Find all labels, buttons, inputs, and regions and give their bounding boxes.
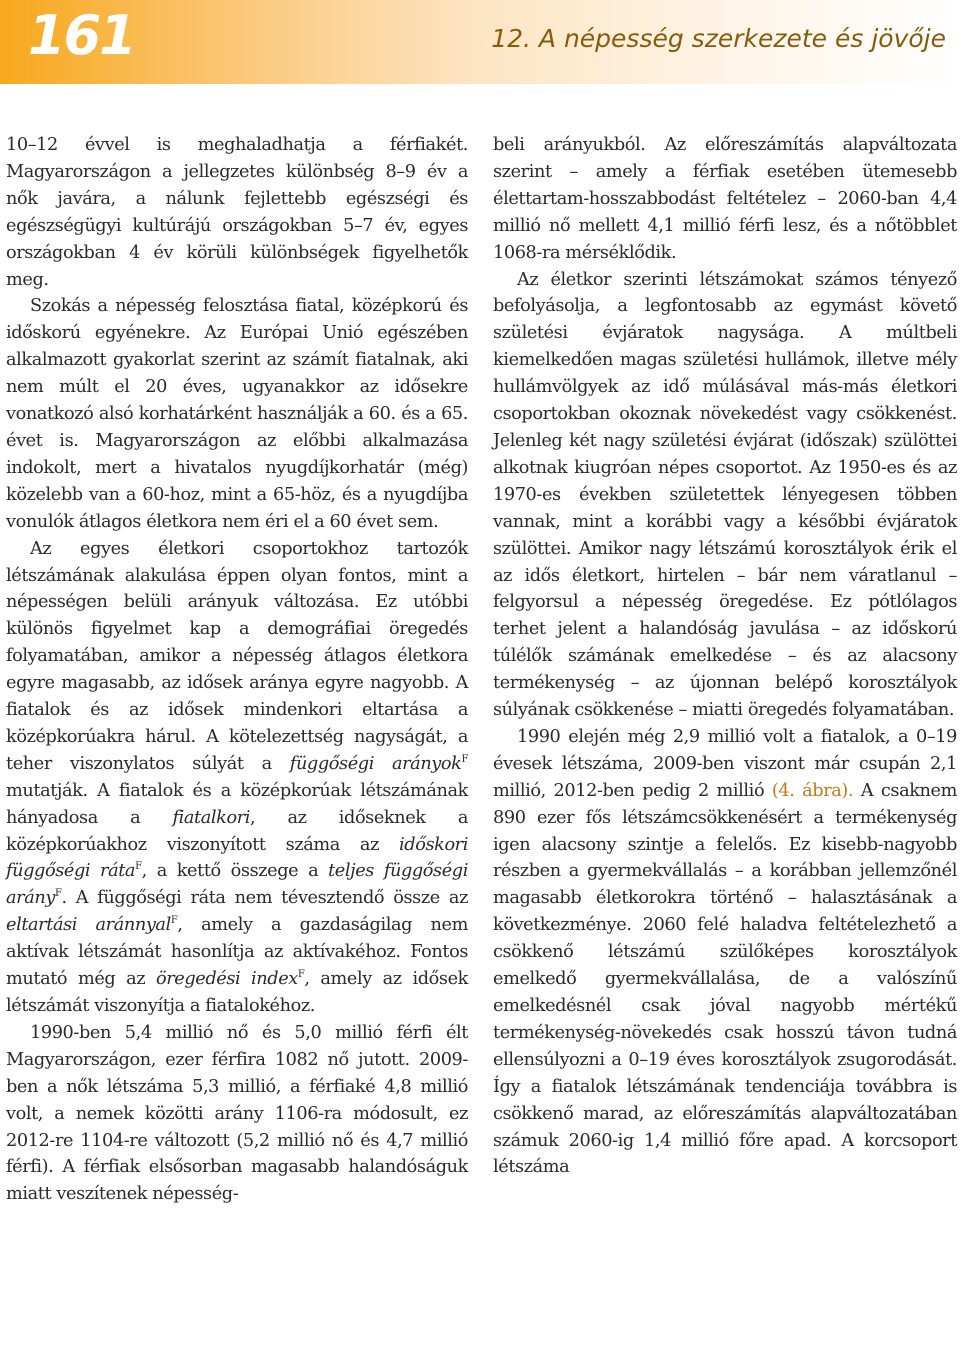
page-header — [0, 0, 960, 84]
left-column — [6, 132, 468, 1208]
paragraph: Szokás a népesség felosztása fiatal, középkorú és időskorú egyénekre. Az Európai Unió egészében alkalmazott gyakorlat szerint az számít fiatalnak, aki nem múlt el 20 éves, ugyanakkor az idősekre vonatkozó alsó korhatárként használják a 60. és a 65. évet is. Magyarországon az előbbi alkalmazása indokolt, mert a hivatalos nyugdíjkorhatár (még) közelebb van a 60-hoz, mint a 65-höz, és a nyugdíjba vonulók átlagos életkora nem éri el a 60 évet sem. — [6, 296, 468, 532]
term-oregedesi: öregedési index — [155, 969, 298, 990]
text-run: A csaknem 890 ezer fős létszámcsökkenésért a termékenység igen alacsony szintje a felelős. Ez kisebb-nagyobb részben a gyermekvállalás – a korábban jellemzőnél magasabb életkorokra történő – halasztásának a következménye. 2060 felé haladva feltételezhető a csökkenő létszámú szülőképes korosztályok emelkedő gyermekvállalása, de a valószínű emelkedésnél csak jóval nagyobb mértékű termékenység-növekedés csak hosszú távon tudná ellensúlyozni a 0–19 éves korosztályok zsugorodását. Így a fiatalok létszámának tendenciája továbbra is csökkenő marad, az előreszámítás alapváltozatában számuk 2060-ig 1,4 millió főre apad. A korcsoport létszáma — [493, 780, 957, 1178]
text-run: Az egyes életkori csoportokhoz tartozók létszámának alakulása éppen olyan fontos, mint a népességen belüli arányuk változása. Ez utóbbi különös figyelmet kap a demográfiai öregedés folyamatában, amikor a népesség átlagos életkora egyre magasabb, az idősek aránya egyre nagyobb. A fiatalok és az idősek mindenkori eltartása a középkorúakra hárul. A kötelezettség nagyságát, a teher viszonylatos súlyát a — [6, 538, 468, 774]
footnote-mark: F — [297, 969, 305, 981]
page-number: 161 — [28, 4, 135, 67]
text-run: , amely a gazdaságilag nem aktívak létszámát hasonlítja az aktívakéhoz. Fontos mutató még az — [6, 915, 468, 990]
term-idoskori: időskori függőségi ráta — [6, 834, 468, 882]
figure-reference-link[interactable]: (4. ábra). — [771, 780, 854, 801]
text-run: 1990 elején még 2,9 millió volt a fiatalok, a 0–19 évesek létszáma, 2009-ben viszont már csupán 2,1 millió, 2012-ben pedig 2 millió — [493, 726, 957, 801]
paragraph — [6, 536, 468, 1020]
footnote-mark: F — [54, 888, 62, 900]
text-run: . A függőségi ráta nem tévesztendő össze az — [61, 888, 468, 909]
text-run: , amely az idősek létszámát viszonyítja a fiatalokéhoz. — [6, 969, 468, 1016]
paragraph: 1990-ben 5,4 millió nő és 5,0 millió férfi élt Magyarországon, ezer férfira 1082 nő jutott. 2009-ben a nők létszáma 5,3 millió, a férfiaké 4,8 millió volt, a nemek közötti arány 1106-ra módosult, ez 2012-re 1104-re változott (5,2 millió nő és 4,7 millió férfi). A férfiak elsősorban magasabb halandóságuk miatt veszítenek népesség- — [6, 1022, 468, 1205]
term-fuggosegi-aranyok: függőségi arányok — [289, 753, 462, 774]
footnote-mark: F — [461, 753, 469, 765]
paragraph: 10–12 évvel is meghaladhatja a férfiakét. Magyarországon a jellegzetes különbség 8–9 év a nők javára, a nálunk fejlettebb egészségi és egészségügyi kultúrájú országokban 5–7 év, egyes országokban 4 év körüli különbségek figyelhetők meg. — [6, 135, 468, 290]
text-run: mutatják. A fiatalok és a középkorúak létszámának hányadosa a — [6, 780, 468, 828]
term-teljes: teljes függőségi arány — [6, 861, 468, 909]
text-run: , az időseknek a középkorúakhoz viszonyított száma az — [6, 807, 468, 855]
term-fiatalkori: fiatalkori — [172, 807, 251, 828]
footnote-mark: F — [170, 915, 178, 927]
paragraph — [493, 724, 957, 1181]
paragraph: Az életkor szerinti létszámokat számos tényező befolyásolja, a legfontosabb az egymást követő születési évjáratok nagysága. A múltbeli kiemelkedően magas születési hullámok, illetve mély hullámvölgyek az idő múlásával más-más életkori csoportokban okoznak növekedést vagy csökkenést. Jelenleg két nagy születési évjárat (időszak) szülöttei alkotnak kiugróan népes csoportot. Az 1950-es és az 1970-es években születettek lényegesen többen vannak, mint a korábbi vagy a későbbi évjáratok szülöttei. Amikor nagy létszámú korosztályok érik el az idős életkort, hirtelen – bár nem váratlanul – felgyorsul a népesség öregedése. Ez pótlólagos terhet jelent a halandóság javulása – az időskorú túlélők számának emelkedése – és az alacsony termékenység – az újonnan belépő korosztályok súlyának csökkenése – miatti öregedés folyamatában. — [493, 269, 957, 721]
footnote-mark: F — [135, 861, 142, 873]
term-eltartasi: eltartási aránnyal — [6, 915, 171, 936]
chapter-title: 12. A népesség szerkezete és jövője — [491, 24, 946, 53]
paragraph: beli arányukból. Az előreszámítás alapváltozata szerint – amely a férfiak esetében ütemesebb élettartam-hosszabbodást feltételez – 2060-ban 4,4 millió nő mellett 4,1 millió férfi lesz, és a nőtöbblet 1068-ra mérséklődik. — [493, 135, 957, 263]
right-column — [493, 132, 957, 1181]
text-run: , a kettő összege a — [141, 861, 329, 882]
